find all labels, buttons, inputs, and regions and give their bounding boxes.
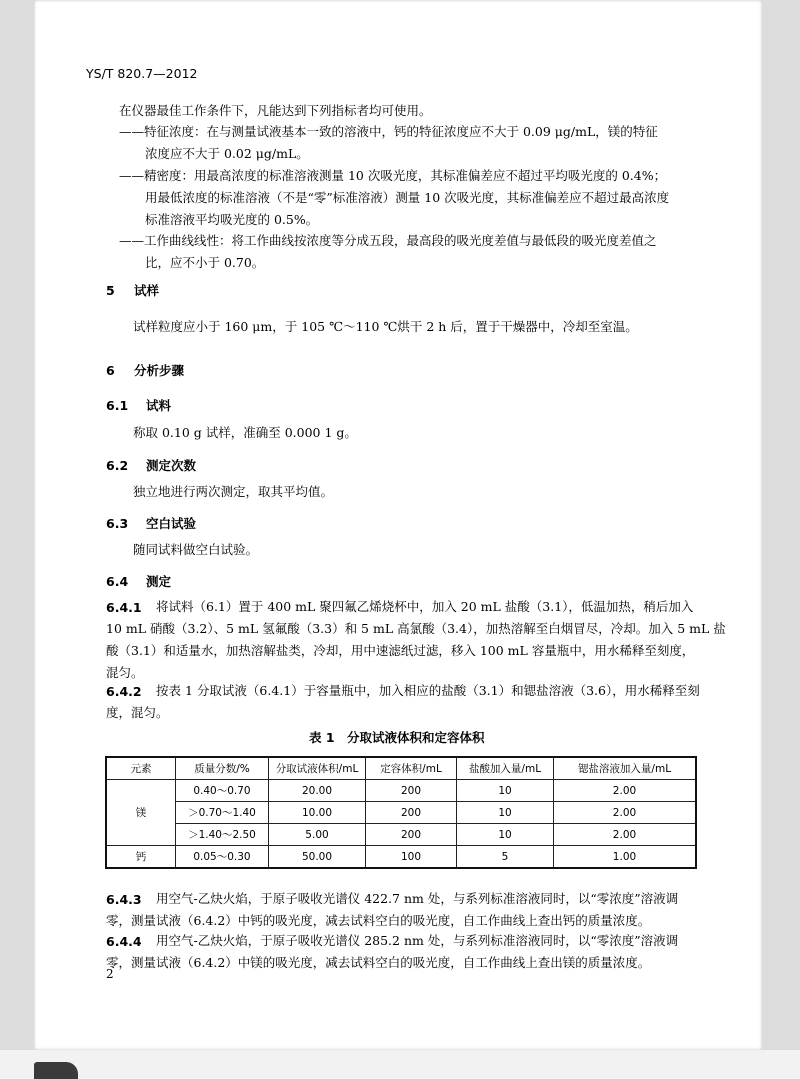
section-6-1-body: 称取 0.10 g 试样，准确至 0.000 1 g。 [133, 425, 357, 440]
clause-6-4-4-number: 6.4.4 [106, 934, 142, 949]
clause-6-4-3-line-2: 零，测量试液（6.4.2）中钙的吸光度，减去试料空白的吸光度，自工作曲线上查出钙的质量浓度。 [106, 913, 651, 928]
next-page-edge [0, 1050, 800, 1079]
section-6-heading: 6 分析步骤 [106, 363, 185, 378]
col-element: 元素 [106, 757, 176, 780]
item-2-line-3: 标准溶液平均吸光度的 0.5%。 [145, 212, 319, 227]
col-final-volume: 定容体积/mL [366, 757, 457, 780]
table-cell: 200 [366, 824, 457, 846]
clause-6-4-1-line-4: 混匀。 [106, 665, 144, 680]
table-row [106, 846, 696, 869]
table-cell: ＞0.70～1.40 [176, 802, 269, 824]
standard-number-header: YS/T 820.7—2012 [86, 66, 198, 81]
left-margin [0, 0, 34, 1079]
table-row [106, 824, 696, 846]
item-2-line-2: 用最低浓度的标准溶液（不是“零”标准溶液）测量 10 次吸光度，其标准偏差应不超过最高浓度 [145, 190, 670, 205]
section-5-heading: 5 试样 [106, 283, 160, 298]
col-mass-fraction: 质量分数/% [176, 757, 269, 780]
clause-6-4-1-line-1: 将试料（6.1）置于 400 mL 聚四氟乙烯烧杯中，加入 20 mL 盐酸（3.1），低温加热，稍后加入 [156, 599, 694, 614]
clause-6-4-2-number: 6.4.2 [106, 684, 142, 699]
clause-6-4-1-line-2: 10 mL 硝酸（3.2）、5 mL 氢氟酸（3.3）和 5 mL 高氯酸（3.4），加热溶解至白烟冒尽，冷却。加入 5 mL 盐 [106, 621, 726, 636]
table-header-row [106, 757, 696, 780]
clause-6-4-3-line-1: 用空气-乙炔火焰，于原子吸收光谱仪 422.7 nm 处，与系列标准溶液同时，以“零浓度”溶液调 [156, 891, 679, 906]
table-cell: 1.00 [554, 846, 697, 869]
item-1-line-1: ——特征浓度：在与测量试液基本一致的溶液中，钙的特征浓度应不大于 0.09 μg/mL，镁的特征 [119, 124, 658, 139]
item-3-line-2: 比，应不小于 0.70。 [145, 255, 265, 270]
item-3-line-1: ——工作曲线线性：将工作曲线按浓度等分成五段，最高段的吸光度差值与最低段的吸光度差值之 [119, 233, 657, 248]
table-1-title: 表 1 分取试液体积和定容体积 [309, 730, 485, 745]
table-cell: 0.40～0.70 [176, 780, 269, 802]
section-6-2-body: 独立地进行两次测定，取其平均值。 [133, 484, 334, 499]
clause-6-4-3-number: 6.4.3 [106, 892, 142, 907]
table-cell: 100 [366, 846, 457, 869]
table-cell: 2.00 [554, 802, 697, 824]
scan-blot [34, 1062, 78, 1079]
clause-6-4-4-line-1: 用空气-乙炔火焰，于原子吸收光谱仪 285.2 nm 处，与系列标准溶液同时，以“零浓度”溶液调 [156, 933, 679, 948]
col-hcl-volume: 盐酸加入量/mL [457, 757, 554, 780]
table-cell: ＞1.40～2.50 [176, 824, 269, 846]
col-sr-volume: 锶盐溶液加入量/mL [554, 757, 697, 780]
table-cell: 0.05～0.30 [176, 846, 269, 869]
table-1 [105, 756, 697, 869]
section-6-4-heading: 6.4 测定 [106, 574, 172, 589]
clause-6-4-4-line-2: 零，测量试液（6.4.2）中镁的吸光度，减去试料空白的吸光度，自工作曲线上查出镁的质量浓度。 [106, 955, 651, 970]
table-cell: 2.00 [554, 824, 697, 846]
section-6-1-heading: 6.1 试料 [106, 398, 172, 413]
clause-6-4-1-number: 6.4.1 [106, 600, 142, 615]
page-number: 2 [106, 967, 114, 981]
table-cell: 10 [457, 780, 554, 802]
table-cell: 20.00 [269, 780, 366, 802]
table-cell: 10 [457, 802, 554, 824]
clause-6-4-1-line-3: 酸（3.1）和适量水，加热溶解盐类，冷却，用中速滤纸过滤，移入 100 mL 容量瓶中，用水稀释至刻度， [106, 643, 695, 658]
table-cell: 10.00 [269, 802, 366, 824]
col-aliquot-volume: 分取试液体积/mL [269, 757, 366, 780]
clause-6-4-2-line-2: 度，混匀。 [106, 705, 169, 720]
intro-line: 在仪器最佳工作条件下，凡能达到下列指标者均可使用。 [119, 103, 432, 118]
element-mg: 镁 [106, 780, 176, 846]
right-margin [762, 0, 800, 1079]
table-row [106, 802, 696, 824]
element-ca: 钙 [106, 846, 176, 869]
table-cell: 5.00 [269, 824, 366, 846]
section-6-2-heading: 6.2 测定次数 [106, 458, 197, 473]
table-cell: 2.00 [554, 780, 697, 802]
table-cell: 5 [457, 846, 554, 869]
table-row [106, 780, 696, 802]
section-5-body: 试样粒度应小于 160 μm，于 105 ℃～110 ℃烘干 2 h 后，置于干燥器中，冷却至室温。 [133, 319, 638, 334]
table-cell: 200 [366, 802, 457, 824]
section-6-3-body: 随同试料做空白试验。 [133, 542, 259, 557]
clause-6-4-2-line-1: 按表 1 分取试液（6.4.1）于容量瓶中，加入相应的盐酸（3.1）和锶盐溶液（3.6），用水稀释至刻 [156, 683, 700, 698]
table-cell: 200 [366, 780, 457, 802]
item-1-line-2: 浓度应不大于 0.02 μg/mL。 [145, 146, 309, 161]
table-cell: 10 [457, 824, 554, 846]
table-cell: 50.00 [269, 846, 366, 869]
section-6-3-heading: 6.3 空白试验 [106, 516, 197, 531]
item-2-line-1: ——精密度：用最高浓度的标准溶液测量 10 次吸光度，其标准偏差应不超过平均吸光度的 0.4%； [119, 168, 667, 183]
